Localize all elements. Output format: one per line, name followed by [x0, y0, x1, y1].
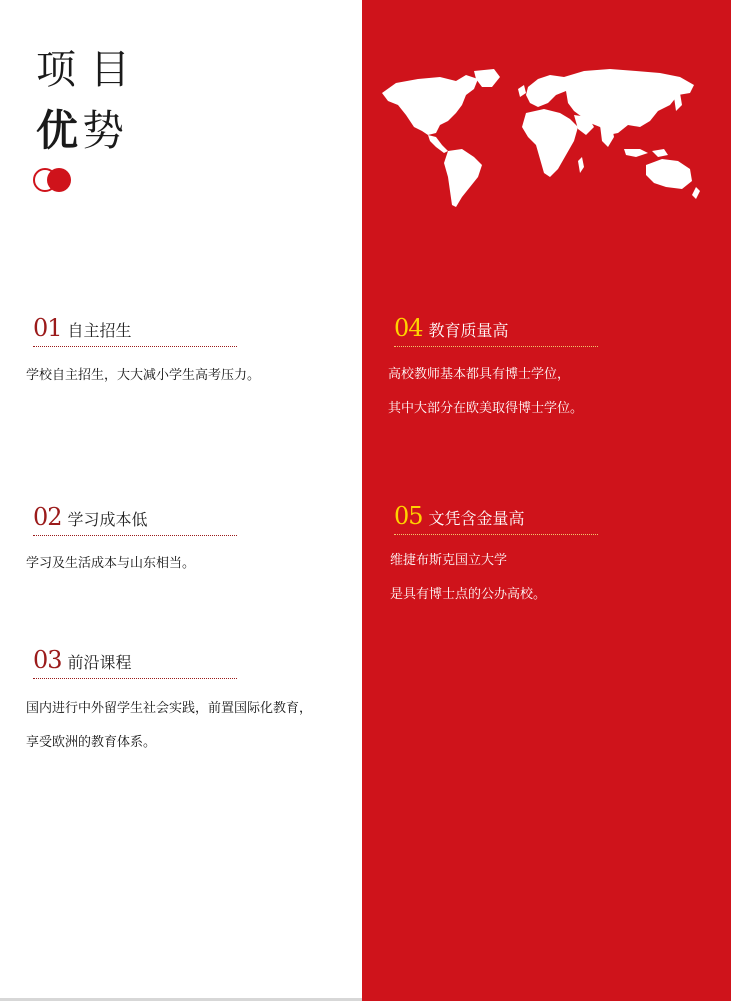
- dotted-divider: [33, 346, 237, 347]
- item-title: 教育质量高: [428, 321, 509, 340]
- item-number: 01: [33, 314, 62, 342]
- dotted-divider: [33, 678, 237, 679]
- item-number: 04: [394, 314, 423, 342]
- item-desc-line: 维捷布斯克国立大学: [390, 553, 508, 568]
- item-heading: [394, 502, 598, 530]
- advantage-item-03: [33, 646, 237, 679]
- circle-dots-icon: [33, 168, 83, 192]
- item-number: 03: [33, 646, 62, 674]
- filled-circle: [47, 168, 71, 192]
- item-heading: [33, 314, 237, 342]
- title-bold-char: 优: [36, 106, 83, 155]
- dotted-divider: [33, 535, 237, 536]
- advantage-item-04: [394, 314, 598, 347]
- dotted-divider: [394, 534, 598, 535]
- item-heading: [33, 646, 237, 674]
- item-desc-line: 高校教师基本都具有博士学位，: [388, 367, 571, 382]
- item-desc-line: 学习及生活成本与山东相当。: [26, 556, 196, 571]
- advantage-item-02: [33, 503, 237, 536]
- world-map-icon: [378, 65, 700, 210]
- advantage-item-01: [33, 314, 237, 347]
- title-rest-char: 势: [82, 106, 129, 155]
- item-desc-line: 是具有博士点的公办高校。: [390, 587, 547, 602]
- page-title-line1: 项目: [36, 47, 144, 93]
- item-heading: [33, 503, 237, 531]
- item-desc-line: 其中大部分在欧美取得博士学位。: [388, 401, 584, 416]
- item-desc-line: 国内进行中外留学生社会实践，前置国际化教育，: [26, 701, 313, 716]
- item-title: 学习成本低: [67, 510, 148, 529]
- item-number: 05: [394, 502, 423, 530]
- item-heading: [394, 314, 598, 342]
- item-title: 前沿课程: [67, 653, 132, 672]
- item-title: 自主招生: [67, 321, 132, 340]
- item-title: 文凭含金量高: [428, 509, 525, 528]
- item-desc-line: 学校自主招生，大大减小学生高考压力。: [26, 368, 261, 383]
- advantage-item-05: [394, 502, 598, 535]
- item-desc-line: 享受欧洲的教育体系。: [26, 735, 157, 750]
- item-number: 02: [33, 503, 62, 531]
- dotted-divider: [394, 346, 598, 347]
- page-title-line2: [36, 98, 128, 158]
